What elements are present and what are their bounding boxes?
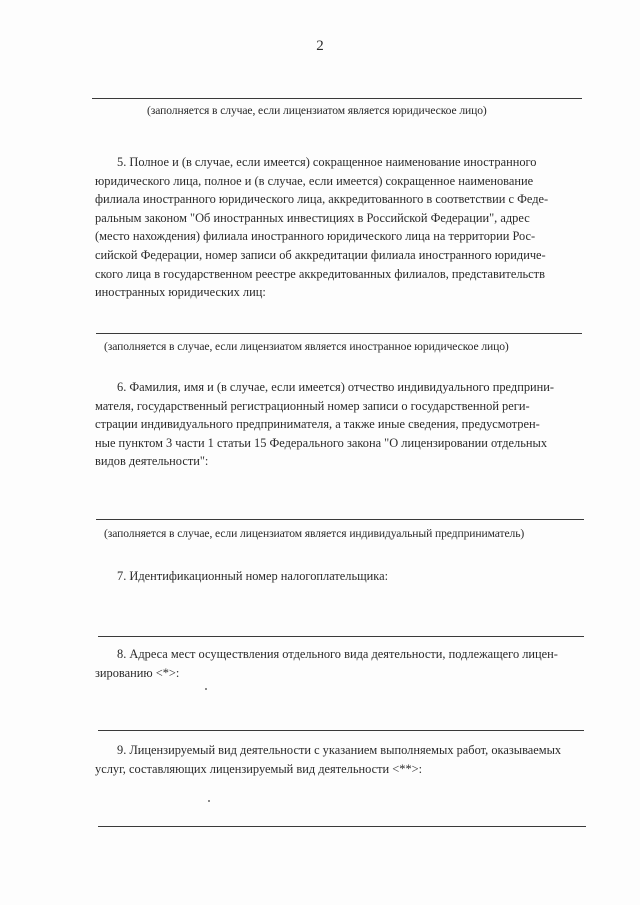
item-6-line: видов деятельности":	[95, 454, 209, 469]
caption-legal-entity: (заполняется в случае, если лицензиатом является юридическое лицо)	[147, 104, 487, 117]
fill-line-individual	[96, 519, 584, 520]
item-5-line: иностранных юридических лиц:	[95, 285, 266, 300]
fill-line-legal-entity	[92, 98, 582, 99]
item-5-line: филиала иностранного юридического лица, аккредитованного в соответствии с Феде-	[95, 192, 549, 207]
caption-individual: (заполняется в случае, если лицензиатом является индивидуальный предприниматель)	[104, 527, 525, 540]
item-6-paragraph	[95, 378, 581, 471]
item-5-line: сийской Федерации, номер записи об аккредитации филиала иностранного юридиче-	[95, 247, 546, 262]
item-6-line: страции индивидуального предпринимателя, а также иные сведения, предусмотрен-	[95, 417, 540, 432]
item-7-line: 7. Идентификационный номер налогоплательщика:	[117, 569, 389, 583]
item-8-line: 8. Адреса мест осуществления отдельного вида деятельности, подлежащего лицен-	[117, 647, 558, 661]
item-5-line: (место нахождения) филиала иностранного юридического лица на территории Рос-	[95, 229, 536, 244]
fill-line-foreign-entity	[96, 333, 582, 334]
item-5-line: ского лица в государственном реестре аккредитованных филиалов, представительств	[95, 266, 545, 281]
item-5-paragraph	[95, 153, 579, 302]
item-9-line: 9. Лицензируемый вид деятельности с указанием выполняемых работ, оказываемых	[117, 743, 562, 757]
item-5-line: 5. Полное и (в случае, если имеется) сокращенное наименование иностранного	[117, 155, 537, 169]
item-9-line: услуг, составляющих лицензируемый вид деятельности <**>:	[95, 761, 423, 776]
item-9-paragraph	[95, 741, 581, 778]
fill-line-addresses	[98, 730, 584, 731]
item-5-line: ральным законом "Об иностранных инвестициях в Российской Федерации", адрес	[95, 210, 530, 225]
item-8-paragraph	[95, 645, 581, 682]
item-7-paragraph	[117, 567, 577, 586]
fill-line-inn	[98, 636, 584, 637]
scan-speck	[205, 688, 207, 690]
item-6-line: ные пунктом 3 части 1 статьи 15 Федерального закона "О лицензировании отдельных	[95, 435, 548, 450]
item-6-line: 6. Фамилия, имя и (в случае, если имеется) отчество индивидуального предприни-	[117, 380, 555, 394]
item-6-line: мателя, государственный регистрационный номер записи о государственной реги-	[95, 398, 530, 413]
item-5-line: юридического лица, полное и (в случае, если имеется) сокращенное наименование	[95, 173, 534, 188]
item-8-line: зированию <*>:	[95, 665, 180, 680]
page-number: 2	[316, 38, 324, 54]
fill-line-activity	[98, 826, 586, 827]
scan-speck	[208, 800, 210, 802]
caption-foreign-entity: (заполняется в случае, если лицензиатом является иностранное юридическое лицо)	[104, 340, 509, 353]
